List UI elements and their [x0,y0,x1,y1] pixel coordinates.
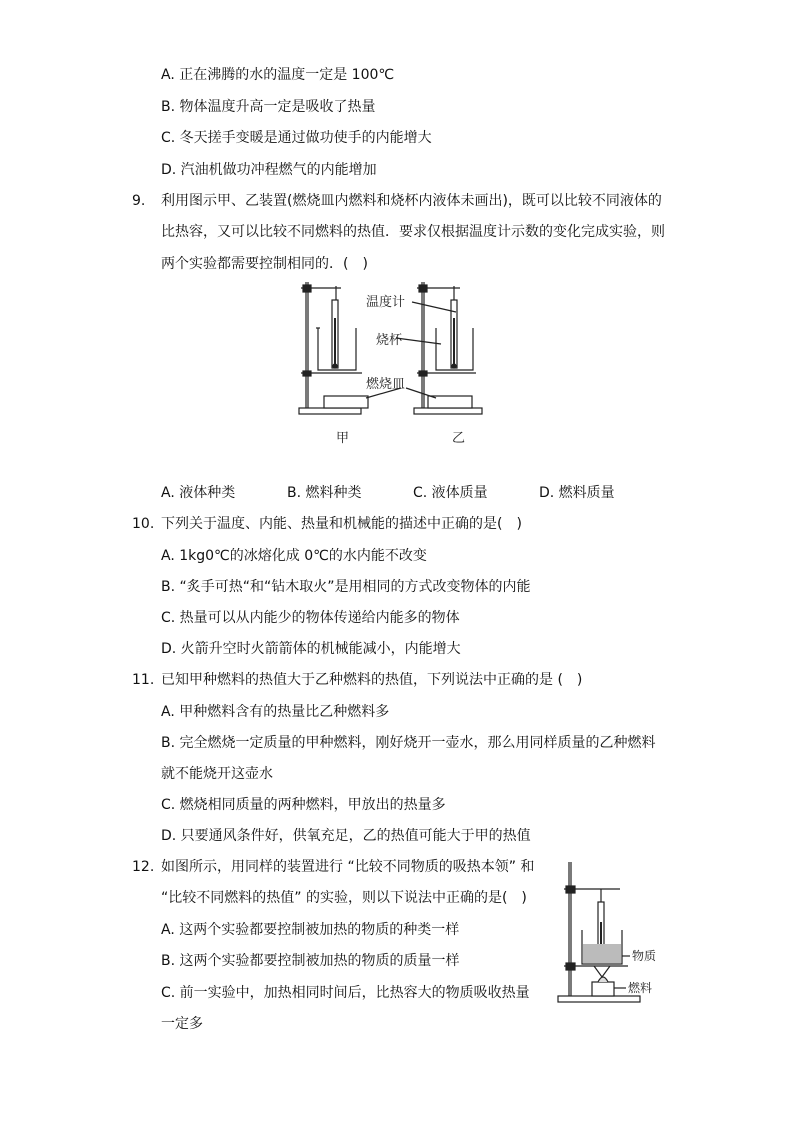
q10-text: 下列关于温度、内能、热量和机械能的描述中正确的是( ) [161,516,522,532]
q9-option-d: D. 燃料质量 [539,485,615,501]
q12-base [558,996,640,1002]
q11-option-b-cont: 就不能烧开这壶水 [161,766,273,782]
q11-text: 已知甲种燃料的热值大于乙种燃料的热值，下列说法中正确的是 ( ) [161,672,583,688]
q9-option-b: B. 燃料种类 [287,485,362,501]
q10-option-c: C. 热量可以从内能少的物体传递给内能多的物体 [161,610,460,626]
q12-burner [592,982,614,996]
label-substance: 物质 [632,949,657,963]
label-beaker: 烧杯 [376,333,403,348]
q8-option-b: B. 物体温度升高一定是吸收了热量 [161,99,376,115]
q12-option-b: B. 这两个实验都要控制被加热的物质的质量一样 [161,953,460,969]
label-thermometer: 温度计 [366,295,406,310]
q9-text-line3: 两个实验都需要控制相同的．( ) [161,256,368,272]
q8-option-c: C. 冬天搓手变暖是通过做功使手的内能增大 [161,130,432,146]
right-base [414,408,482,414]
q9-text-line1: 利用图示甲、乙装置(燃烧皿内燃料和烧杯内液体未画出)，既可以比较不同液体的 [161,193,662,209]
q10-number: 10. [132,516,155,532]
q12-option-c: C. 前一实验中，加热相同时间后，比热容大的物质吸收热量 [161,985,530,1001]
q11-option-c: C. 燃烧相同质量的两种燃料，甲放出的热量多 [161,797,446,813]
q9-text-line2: 比热容，又可以比较不同燃料的热值．要求仅根据温度计示数的变化完成实验，则 [161,224,665,240]
q8-option-d: D. 汽油机做功冲程燃气的内能增加 [161,162,377,178]
left-dish [324,396,368,408]
label-fuel: 燃料 [628,981,653,995]
q9-number: 9. [132,193,146,209]
q12-text-line2: “比较不同燃料的热值” 的实验，则以下说法中正确的是( ) [161,890,527,906]
left-base [299,408,361,414]
q8-option-a: A. 正在沸腾的水的温度一定是 100℃ [161,67,395,83]
q12-substance [583,944,621,963]
q12-apparatus-figure [556,860,666,1008]
q11-option-d: D. 只要通风条件好，供氧充足，乙的热值可能大于甲的热值 [161,828,531,844]
q12-text-line1: 如图所示，用同样的装置进行 “比较不同物质的吸热本领” 和 [161,859,535,875]
q12-gauze [594,966,610,977]
q10-option-d: D. 火箭升空时火箭箭体的机械能减小，内能增大 [161,641,461,657]
q12-number: 12. [132,859,155,875]
q11-option-b: B. 完全燃烧一定质量的甲种燃料，刚好烧开一壶水，那么用同样质量的乙种燃料 [161,735,656,751]
q11-number: 11. [132,672,155,688]
q9-option-c: C. 液体质量 [413,485,488,501]
label-yi: 乙 [452,431,466,446]
label-dish: 燃烧皿 [366,377,406,392]
q9-apparatus-figure [296,278,486,450]
q10-option-a: A. 1kg0℃的冰熔化成 0℃的水内能不改变 [161,548,427,564]
q11-option-a: A. 甲种燃料含有的热量比乙种燃料多 [161,704,390,720]
q12-option-a: A. 这两个实验都要控制被加热的物质的种类一样 [161,922,460,938]
label-jia: 甲 [336,431,350,446]
q12-option-c-cont: 一定多 [161,1016,203,1032]
q10-option-b: B. “炙手可热“和“钻木取火”是用相同的方式改变物体的内能 [161,579,531,595]
q9-option-a: A. 液体种类 [161,485,236,501]
